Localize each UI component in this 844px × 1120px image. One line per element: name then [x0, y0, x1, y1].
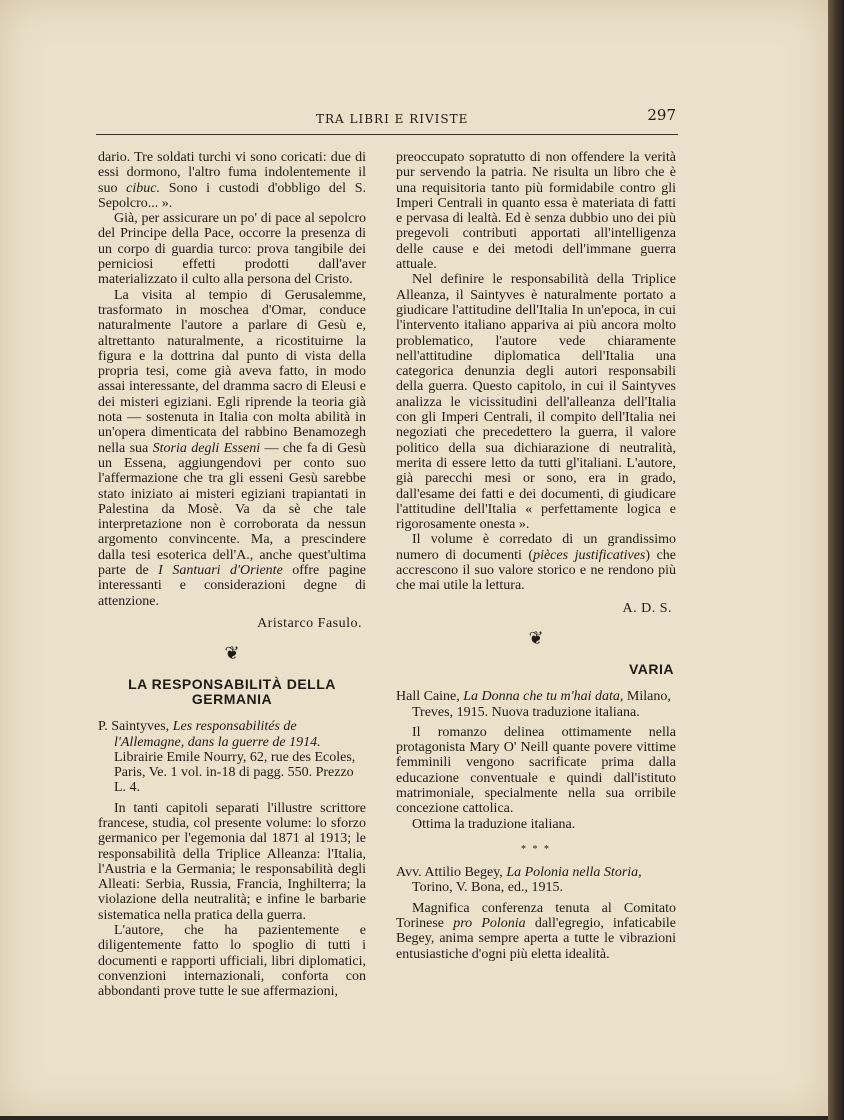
- book-edge: [828, 0, 844, 1120]
- paragraph: Il volume è corredato di un grandissimo numero di documenti (pièces justificatives) che accrescono il suo valore storico e ne rendono più che mai utile la lettura.: [396, 532, 676, 594]
- running-title: TRA LIBRI E RIVISTE: [316, 112, 469, 126]
- paragraph: In tanti capitoli separati l'illustre scrittore francese, studia, col presente volume: lo sforzo germanico per l'egemonia dal 1871 al 1913; le responsabilità della Triplice Alleanza: l'Italia, l'Austria e la Germania; le responsabilità degli Alleati: Serbia, Russia, Francia, Inghilterra; la violazione della neutralità; e infine le barbarie sistematica nella pratica della guerra.: [98, 800, 366, 923]
- section-title: LA RESPONSABILITÀ DELLA GERMANIA: [128, 676, 336, 708]
- page-number: 297: [647, 106, 676, 124]
- paragraph: Magnifica conferenza tenuta al Comitato Torinese pro Polonia dall'egregio, infaticabile Begey, anima sempre aperta a tutte le vibrazioni entusiastiche d'ogni più eletta idealità.: [396, 900, 676, 962]
- book-entry: P. Saintyves, Les responsabilités de l'Allemagne, dans la guerre de 1914. Librairie Emile Nourry, 62, rue des Ecoles, Paris, Ve. 1 vol. in-18 di pagg. 550. Prezzo L. 4.: [98, 719, 356, 796]
- paragraph: dario. Tre soldati turchi vi sono coricati: due di essi dormono, l'altro fuma indolentemente il suo cibuc. Sono i custodi d'obbligo del S. Sepolcro... ».: [98, 150, 367, 211]
- paragraph: Nel definire le responsabilità della Triplice Alleanza, il Saintyves è naturalmente portato a giudicare l'attitudine dell'Italia In un'epoca, in cui l'intervento italiano appariva ai più ancora molto problematico, l'autore vede chiaramente nell'attitudine diplomatica dell'Italia una categorica denunzia degli autori responsabili della guerra. Questo capitolo, in cui il Saintyves analizza le vicissitudini dell'alleanza dell'Italia con gli Imperi Centrali, il compito dell'Italia nei negoziati che precedettero la guerra, il valore politico della sua dichiarazione di neutralità, merita di essere letto da tutti gl'italiani. L'autore, già parecchi mesi or sono, era in grado, dall'esame dei fatti e dei documenti, di giudicare l'attitudine dell'Italia « perfettamente logica e rigorosamente onesta ».: [396, 272, 676, 533]
- running-header: [96, 108, 678, 135]
- right-column: [396, 150, 676, 962]
- paragraph: Ottima la traduzione italiana.: [412, 816, 576, 832]
- leaf-ornament-icon: ❦: [224, 643, 240, 664]
- book-entry: Hall Caine, La Donna che tu m'hai data, Milano, Treves, 1915. Nuova traduzione italiana.: [396, 689, 671, 720]
- book-entry: Avv. Attilio Begey, La Polonia nella Storia, Torino, V. Bona, ed., 1915.: [396, 865, 642, 896]
- paragraph: Il romanzo delinea ottimamente nella protagonista Mary O' Neill quante povere vittime femminili vengono sacrificate prima dalla educazione conventuale e quindi dall'istituto matrimoniale, specialmente nella sua orribile concezione cattolica.: [396, 724, 676, 817]
- paragraph: preoccupato sopratutto di non offendere la verità pur servendo la patria. Ne risulta un libro che è una requisitoria tanto più formidabile contro gli Imperi Centrali in quanto essa è materiata di fatti e pervasa di lealtà. Ed è senza dubbio uno dei più pregevoli contributi apportati all'intelligenza delle cause e dei metodi dell'immane guerra attuale.: [396, 150, 676, 273]
- signature: Aristarco Fasulo.: [257, 615, 362, 631]
- leaf-ornament-icon: ❦: [528, 627, 544, 648]
- signature: A. D. S.: [622, 600, 672, 616]
- left-column: [98, 150, 366, 1000]
- paragraph: La visita al tempio di Gerusalemme, trasformato in moschea d'Omar, conduce naturalmente l'autore a parlare di Gesù e, altrettanto naturalmente, a ricostituirne la figura e la dottrina dal punto di vista della propria tesi, come già aveva fatto, in modo assai interessante, del dramma sacro di Eleusi e dei misteri egiziani. Egli riprende la teoria già nota — sostenuta in Italia con molta abilità in un'opera dimenticata del rabbino Benamozegh nella sua Storia degli Esseni — che fa di Gesù un Essena, aggiungendovi per conto suo l'affermazione che tra gli esseni Gesù sarebbe stato iniziato ai misteri egiziani trapiantati in Palestina da Mosè. Va da sè che tale interpretazione non è corroborata da nessun argomento convincente. Ma, a prescindere dalla tesi esoterica dell'A., anche quest'ultima parte de I Santuari d'Oriente offre pagine interessanti e considerazioni degne di attenzione.: [98, 287, 367, 609]
- section-title: VARIA: [628, 660, 674, 677]
- separator-stars: * * *: [521, 843, 551, 855]
- paragraph: L'autore, che ha pazientemente e diligentemente fatto lo spoglio di tutti i documenti e rapporti ufficiali, libri diplomatici, convenzioni internazionali, conforta con abbondanti prove tutte le sue affermazioni,: [98, 923, 366, 1000]
- paragraph: Già, per assicurare un po' di pace al sepolcro del Principe della Pace, occorre la presenza di un corpo di guardia turco: prova tangibile dei perniciosi effetti prodotti dall'aver materializzato il culto alla persona del Cristo.: [98, 211, 366, 288]
